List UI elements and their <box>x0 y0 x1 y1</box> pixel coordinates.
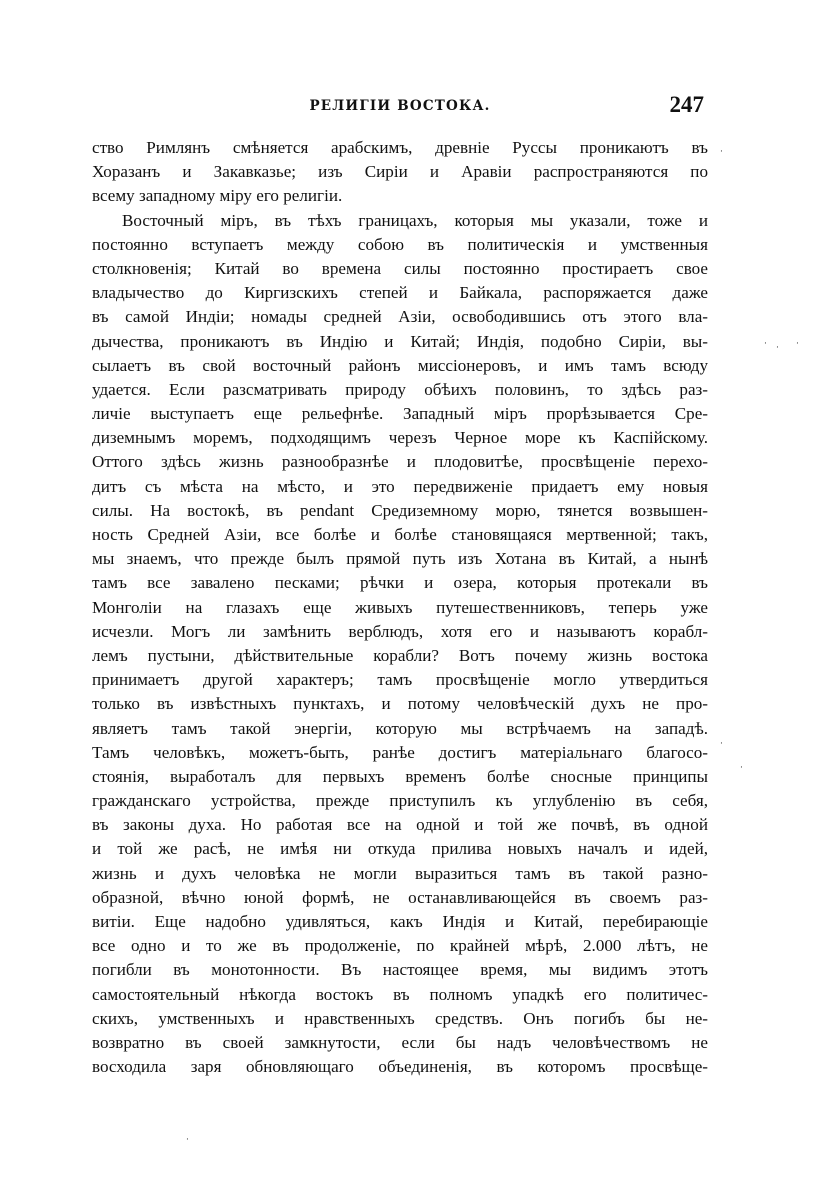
text-line: ство Римлянъ смѣняется арабскимъ, древніе Руссы проникаютъ въ <box>92 138 708 157</box>
page-number: 247 <box>669 92 704 117</box>
text-line: постоянно вступаетъ между собою въ политическія и умственныя <box>92 234 708 254</box>
text-line: всему западному міру его религіи. <box>92 186 343 206</box>
text-line: мы знаемъ, что прежде былъ прямой путь изъ Хотана въ Китай, а нынѣ <box>92 549 708 569</box>
text-line: владычество до Киргизскихъ степей и Байкала, распоряжается даже <box>92 283 708 303</box>
text-line: самостоятельный нѣкогда востокъ въ полномъ упадкѣ его политичес- <box>92 984 708 1004</box>
text-line: личіе выступаетъ еще рельефнѣе. Западный міръ прорѣзывается Сре- <box>92 404 708 424</box>
text-line: стоянія, выработалъ для первыхъ временъ болѣе сносные принципы <box>92 766 708 786</box>
text-line: въ законы духа. Но работая все на одной и той же почвѣ, въ одной <box>92 815 708 835</box>
text-line: все одно и то же въ продолженіе, по крайней мѣрѣ, 2.000 лѣтъ, не <box>92 936 708 956</box>
text-line: Восточный міръ, въ тѣхъ границахъ, которыя мы указали, тоже и <box>122 210 708 230</box>
scan-speck: · <box>776 343 779 353</box>
text-line: тамъ все завалено песками; рѣчки и озера, которыя протекали въ <box>92 573 708 593</box>
text-line: сылаетъ въ свой восточный районъ миссіонеровъ, и имъ тамъ всюду <box>92 355 708 375</box>
text-line: являетъ тамъ такой энергіи, которую мы встрѣчаемъ на западѣ. <box>92 718 708 738</box>
text-line: образной, вѣчно юной формѣ, не останавливающейся въ своемъ раз- <box>92 887 708 907</box>
text-line: лемъ пустыни, дѣйствительные корабли? Вотъ почему жизнь востока <box>92 645 708 665</box>
text-line: дитъ съ мѣста на мѣсто, и это передвиженіе придаетъ ему новыя <box>92 476 708 496</box>
text-line: витіи. Еще надобно удивляться, какъ Индія и Китай, перебирающіе <box>92 912 708 931</box>
scan-speck: · <box>720 739 723 749</box>
text-line: столкновенія; Китай во времена силы постоянно простираетъ свое <box>92 258 708 278</box>
running-title: РЕЛИГІИ ВОСТОКА. <box>309 98 491 114</box>
text-line: погибли въ монотонности. Въ настоящее время, мы видимъ этотъ <box>92 960 708 980</box>
text-line: и той же расѣ, не имѣя ни откуда прилива новыхъ началъ и идей, <box>92 839 708 859</box>
text-line: Тамъ человѣкъ, можетъ-быть, ранѣе достигъ матеріальнаго благосо- <box>92 742 708 762</box>
text-line: гражданскаго устройства, прежде приступилъ къ углубленію въ себя, <box>92 791 708 811</box>
text-line: Хоразанъ и Закавказье; изъ Сиріи и Аравіи распространяются по <box>92 162 708 182</box>
text-line: ность Средней Азіи, все болѣе и болѣе становящаяся мертвенной; такъ, <box>92 525 708 544</box>
text-line: только въ извѣстныхъ пунктахъ, и потому человѣческій духъ не про- <box>92 694 708 714</box>
text-line: Монголіи на глазахъ еще живыхъ путешественниковъ, теперь уже <box>92 597 708 617</box>
scan-speck: · <box>186 1135 189 1145</box>
text-line: Оттого здѣсь жизнь разнообразнѣе и плодовитѣе, просвѣщеніе перехо- <box>92 452 708 472</box>
scan-speck: · <box>764 339 767 349</box>
text-line: диземнымъ моремъ, подходящимъ черезъ Черное море къ Каспійскому. <box>92 428 708 448</box>
text-line: жизнь и духъ человѣка не могли выразиться тамъ въ такой разно- <box>92 863 708 883</box>
body-text <box>92 136 708 1079</box>
scan-speck: · <box>796 339 799 349</box>
text-line: силы. На востокѣ, въ pendant Средиземному морю, тянется возвышен- <box>92 500 708 520</box>
scan-speck: · <box>720 147 723 157</box>
page-header <box>92 92 708 126</box>
text-line: скихъ, умственныхъ и нравственныхъ средствъ. Онъ погибъ бы не- <box>92 1008 708 1028</box>
text-line: принимаетъ другой характеръ; тамъ просвѣщеніе могло утвердиться <box>92 670 708 690</box>
text-line: исчезли. Могъ ли замѣнить верблюдъ, хотя его и называютъ корабл- <box>92 621 708 641</box>
text-line: дычества, проникаютъ въ Индію и Китай; Индія, подобно Сиріи, вы- <box>92 331 708 351</box>
text-line: восходила заря обновляющаго объединенія, въ которомъ просвѣще- <box>92 1057 708 1077</box>
text-line: удается. Если разсматривать природу обѣихъ половинъ, то здѣсь раз- <box>92 379 708 399</box>
text-line: возвратно въ своей замкнутости, если бы надъ человѣчествомъ не <box>92 1032 708 1052</box>
text-line: въ самой Индіи; номады средней Азіи, освободившись отъ этого вла- <box>92 307 708 327</box>
scan-speck: · <box>740 763 743 773</box>
